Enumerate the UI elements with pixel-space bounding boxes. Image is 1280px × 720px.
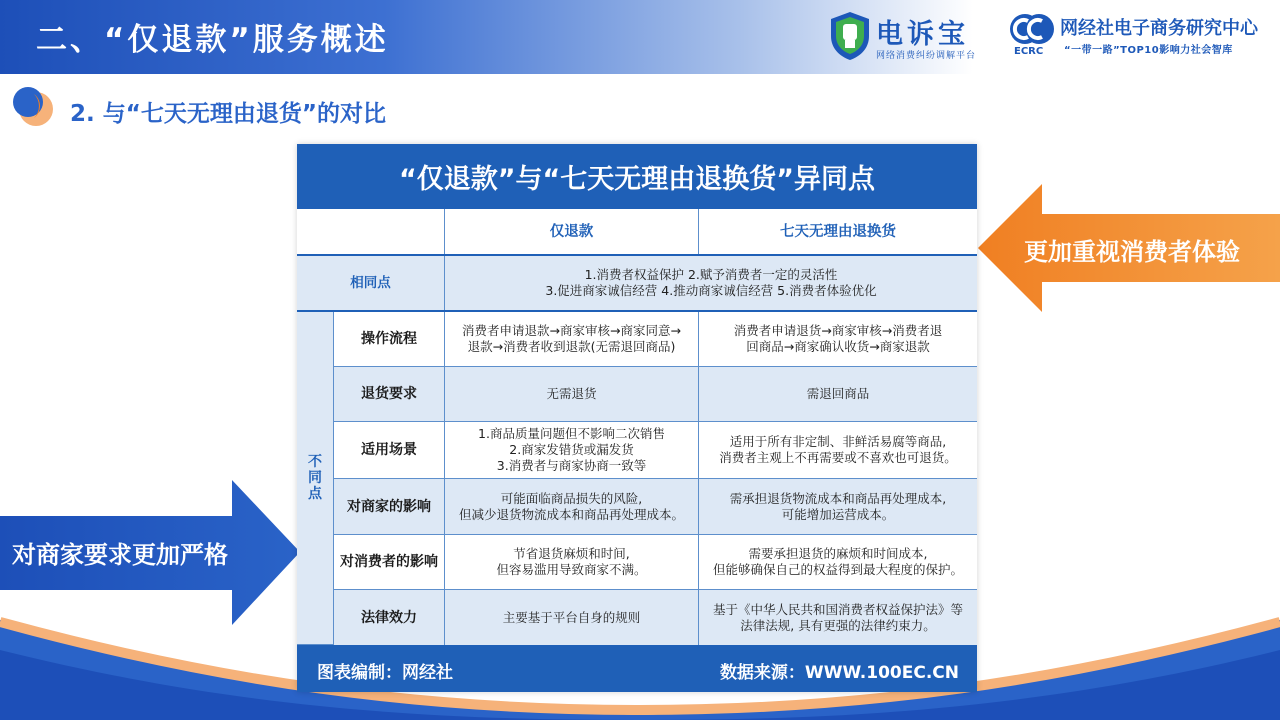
row-merchant-impact-refund-only: 可能面临商品损失的风险, 但减少退货物流成本和商品再处理成本。 — [445, 479, 699, 535]
ecrc-logo — [1008, 12, 1270, 62]
row-return-requirement-seven-day: 需退回商品 — [699, 367, 977, 422]
row-label-consumer-impact: 对消费者的影响 — [334, 535, 445, 590]
section-title: 2. 与“七天无理由退货”的对比 — [70, 101, 386, 127]
row-label-process: 操作流程 — [334, 312, 445, 367]
row-scenarios-refund-only: 1.商品质量问题但不影响二次销售 2.商家发错货或漏发货 3.消费者与商家协商一致等 — [445, 422, 699, 479]
row-return-requirement-refund-only: 无需退货 — [445, 367, 699, 422]
header-blank-cell — [297, 209, 445, 255]
ecrc-abbr: ECRC — [1014, 46, 1044, 57]
dianshubao-name: 电诉宝 — [876, 19, 969, 50]
row-consumer-impact-seven-day: 需要承担退货的麻烦和时间成本, 但能够确保自己的权益得到最大程度的保护。 — [699, 535, 977, 590]
different-points-label: 不 同 点 — [297, 312, 334, 645]
row-process-refund-only: 消费者申请退款→商家审核→商家同意→ 退款→消费者收到退款(无需退回商品) — [445, 312, 699, 367]
section-bullet-icon — [8, 84, 60, 130]
dianshubao-logo — [828, 10, 988, 64]
row-label-return-requirement: 退货要求 — [334, 367, 445, 422]
callout-merchant-requirements: 对商家要求更加严格 — [12, 541, 228, 569]
callout-consumer-experience: 更加重视消费者体验 — [1024, 238, 1240, 266]
dianshubao-subtitle: 网络消费纠纷调解平台 — [876, 51, 977, 61]
same-points-text: 1.消费者权益保护 2.赋予消费者一定的灵活性 3.促进商家诚信经营 4.推动商家诚信经营 5.消费者体验优化 — [445, 256, 977, 311]
column-header-seven-day-return: 七天无理由退换货 — [699, 209, 977, 255]
page-title: 二、“仅退款”服务概述 — [36, 22, 389, 58]
row-process-seven-day: 消费者申请退货→商家审核→消费者退 回商品→商家确认收货→商家退款 — [699, 312, 977, 367]
shield-fist-icon — [828, 10, 872, 62]
comparison-table — [297, 209, 977, 645]
row-scenarios-seven-day: 适用于所有非定制、非鲜活易腐等商品, 消费者主观上不再需要或不喜欢也可退货。 — [699, 422, 977, 479]
ecrc-subtitle: “一带一路”TOP10影响力社会智库 — [1064, 45, 1233, 56]
row-legal-effect-seven-day: 基于《中华人民共和国消费者权益保护法》等 法律法规, 具有更强的法律约束力。 — [699, 590, 977, 645]
row-label-legal-effect: 法律效力 — [334, 590, 445, 645]
row-merchant-impact-seven-day: 需承担退货物流成本和商品再处理成本, 可能增加运营成本。 — [699, 479, 977, 535]
table-title: “仅退款”与“七天无理由退换货”异同点 — [297, 144, 977, 209]
header-band — [0, 0, 1280, 74]
footer-compiled-by: 图表编制：网经社 — [317, 663, 453, 683]
same-points-label: 相同点 — [297, 256, 445, 311]
row-legal-effect-refund-only: 主要基于平台自身的规则 — [445, 590, 699, 645]
column-header-refund-only: 仅退款 — [445, 209, 699, 255]
row-label-merchant-impact: 对商家的影响 — [334, 479, 445, 535]
table-footer — [297, 645, 977, 692]
ecrc-mark-icon — [1008, 12, 1056, 46]
comparison-table-card — [297, 144, 977, 692]
row-consumer-impact-refund-only: 节省退货麻烦和时间, 但容易滥用导致商家不满。 — [445, 535, 699, 590]
footer-data-source: 数据来源：WWW.100EC.CN — [719, 663, 959, 683]
row-label-scenarios: 适用场景 — [334, 422, 445, 479]
ecrc-name: 网经社电子商务研究中心 — [1060, 18, 1258, 39]
